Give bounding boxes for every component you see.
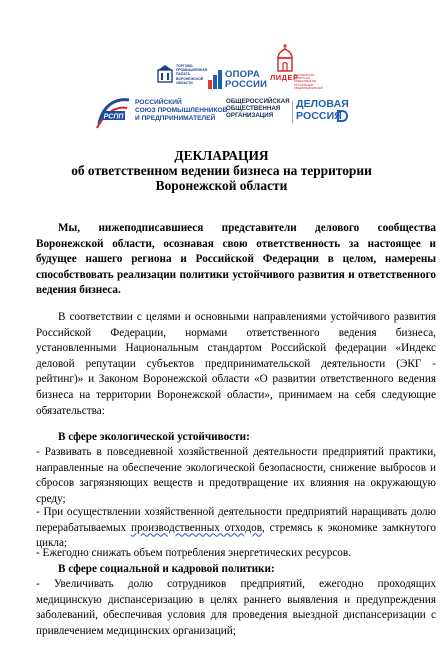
basis-paragraph: В соответствии с целями и основными направлениями устойчивого развития Российской Федерации, нормами ответственного ведения бизнеса, установленными Национальным стандартом Российской федерации «Индекс деловой репутации субъектов предпринимательской деятельности (ЭКГ - рейтинг)» и Законом Воронежской области «О развитии ответственного ведения бизнеса на территории Воронежской области», принимаем на себя следующие обязательства: (36, 311, 436, 417)
rspp-logo-text: РОССИЙСКИЙ СОЮЗ ПРОМЫШЛЕННИКОВ И ПРЕДПРИНИМАТЕЛЕЙ (135, 99, 228, 122)
document-title: ДЕКЛАРАЦИЯ (174, 148, 269, 163)
rspp-logo (95, 94, 245, 132)
church-dome-icon (274, 44, 296, 72)
delovaya-logo-name: ДЕЛОВАЯ РОССИЯ (296, 98, 349, 122)
social-section-heading: В сфере социальной и кадровой политики: (58, 563, 275, 575)
opora-logo-line2: РОССИИ (225, 79, 268, 90)
eco-list-item: - Ежегодно снижать объем потребления энергетических ресурсов. (36, 547, 351, 559)
eco-list-item (36, 505, 436, 552)
eco-list-item: - Развивать в повседневной хозяйственной деятельности предприятий практики, направленные на обеспечение экологической безопасности, снижение выбросов и сбросов загрязняющих веществ и предотвращение их влияния на окружающую среду; (36, 446, 436, 505)
eco-item2-text-start: - При осуществлении хозяйственной деятельности предприятий наращивать долю перерабатываемых (36, 506, 436, 534)
eco-item2-text-end: , стремясь к экономике замкнутого цикла; (36, 521, 436, 550)
logo-divider (292, 101, 293, 123)
opora-rossii-logo (207, 68, 269, 94)
tpp-logo-text: ТОРГОВО- ПРОМЫШЛЕННАЯ ПАЛАТА ВОРОНЕЖСКОЙ ОБЛАСТИ (176, 64, 208, 85)
lider-logo-name: ЛИДЕР (270, 73, 299, 82)
rspp-emblem-icon (95, 94, 131, 130)
delovaya-rossiya-logo (226, 98, 356, 128)
eco-section-heading: В сфере экологической устойчивости: (58, 431, 250, 443)
delovaya-org-text: ОБЩЕРОССИЙСКАЯ ОБЩЕСТВЕННАЯ ОРГАНИЗАЦИЯ (226, 98, 290, 120)
social-list-item: - Увеличивать долю сотрудников предприятий, ежегодно проходящих медицинскую диспансеризацию в целях раннего выявления и предупреждения заболеваний, обеспечивая условия для проведения выездной диспансеризации с привлечением медицинских организаций; (36, 578, 436, 637)
opora-emblem-icon (207, 68, 223, 90)
opora-logo-line1: ОПОРА (225, 69, 260, 80)
tpp-emblem-icon (156, 64, 174, 84)
lider-logo (268, 44, 322, 94)
spellcheck-underlined-text: производственных отходов (130, 521, 263, 534)
rspp-badge-text: РСПП (103, 113, 124, 121)
delovaya-d-icon (336, 110, 348, 122)
document-subtitle-line2: Воронежской области (155, 178, 288, 193)
document-subtitle-line1: об ответственном ведении бизнеса на территории (71, 163, 372, 178)
intro-paragraph: Мы, нижеподписавшиеся представители делового сообщества Воронежской области, осознавая свою ответственность за настоящее и будущее нашего региона и Российской Федерации в целом, намерены способствовать реализации политики устойчивого развития и ответственного ведения бизнеса. (36, 222, 436, 297)
lider-logo-text: ВОРОНЕЖСКАЯ ОБЛАСТНАЯ ОБЩЕСТВЕННАЯ ОРГАНИЗАЦИЯ ПРЕДПРИНИМАТЕЛЕЙ (294, 74, 323, 90)
